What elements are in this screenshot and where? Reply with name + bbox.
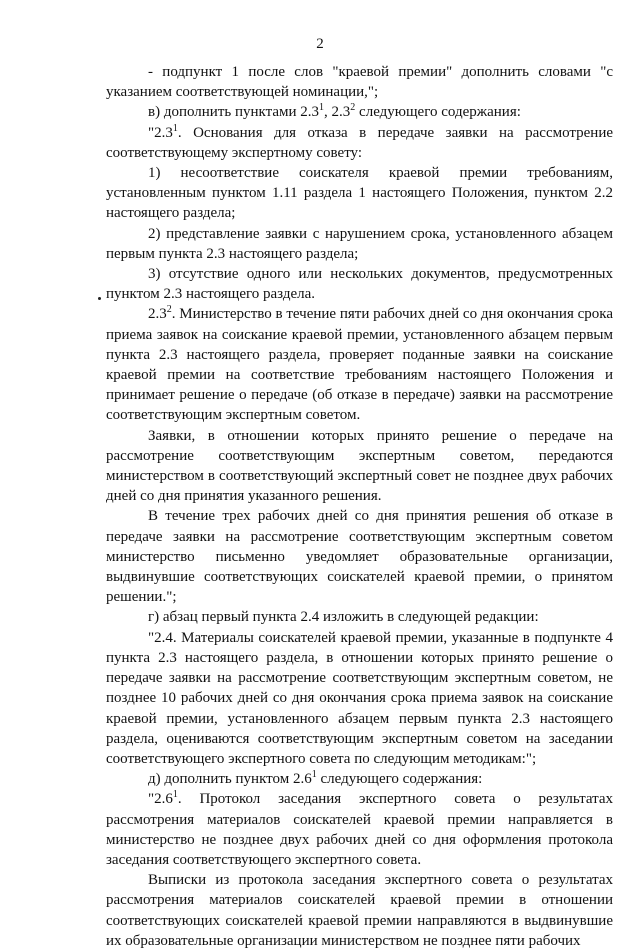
superscript-index: 2 [166, 304, 172, 316]
paragraph: В течение трех рабочих дней со дня принятия решения об отказе в передаче заявки на рассмотрение соответствующим экспертным советом министерство письменно уведомляет образовательные организации, выдвинувшие соответствующих соискателей краевой премии, о принятом решении."; [106, 508, 613, 606]
paragraph: $2.3^2$. Министерство в течение пяти рабочих дней со дня окончания срока приема заявок на соискание краевой премии, установленного абзацем первым пункта 2.3 настоящего раздела, проверяет поданные заявки на соискание краевой премии на соответствие требованиям настоящего Положения и принимает решение о передаче (об отказе в передаче) заявки на рассмотрение соответствующим экспертным советом. [106, 304, 613, 424]
paragraph: д) дополнить пунктом $2.6^1$ следующего содержания: [148, 769, 483, 788]
superscript-index: 1 [311, 769, 317, 781]
paragraph: "$2.3^1$. Основания для отказа в передаче заявки на рассмотрение соответствующему экспертному совету: [106, 122, 613, 161]
paragraph: Заявки, в отношении которых принято решение о передаче на рассмотрение соответствующим экспертным советом, передаются министерством в соответствующий экспертный совет не позднее двух рабочих дней со дня принятия указанного решения. [106, 427, 613, 505]
paragraph: 3) отсутствие одного или нескольких документов, предусмотренных пунктом 2.3 настоящего раздела. [106, 266, 613, 303]
paragraph: г) абзац первый пункта 2.4 изложить в следующей редакции: [148, 609, 539, 626]
superscript-index: 1 [172, 122, 178, 134]
superscript-index: 1 [319, 102, 325, 114]
page-number: 2 [316, 36, 324, 52]
paragraph: 1) несоответствие соискателя краевой премии требованиям, установленным пунктом 1.11 раздела 1 настоящего Положения, пунктом 2.2 настоящего раздела; [106, 165, 613, 222]
superscript-index: 1 [172, 789, 178, 801]
paragraph: "$2.6^1$. Протокол заседания экспертного совета о результатах рассмотрения материалов соискателей краевой премии направляется в министерство не позднее двух рабочих дней со дня оформления протокола заседания соответствующего экспертного совета. [106, 789, 613, 868]
paragraph: 2) представление заявки с нарушением срока, установленного абзацем первым пункта 2.3 настоящего раздела; [106, 225, 613, 262]
paragraph: Выписки из протокола заседания экспертного совета о результатах рассмотрения материалов соискателей краевой премии в отношении соответствующих соискателей краевой премии направляются в выдвинувшие их образовательные организации министерством не позднее пяти рабочих [106, 872, 613, 949]
scan-speck [98, 297, 101, 300]
paragraph: "2.4. Материалы соискателей краевой премии, указанные в подпункте 4 пункта 2.3 настоящего раздела, в отношении которых принято решение о передаче заявки на рассмотрение соответствующим экспертным советом, не позднее 10 рабочих дней со дня окончания срока приема заявок на соискание краевой премии, установленного абзацем первым пункта 2.3 настоящего раздела, оцениваются соответствующим экспертным советом на заседании соответствующего экспертного совета по следующим методикам:"; [106, 629, 613, 767]
document-body [106, 62, 613, 951]
paragraph: - подпункт 1 после слов "краевой премии" дополнить словами "с указанием соответствующей номинации,"; [106, 64, 613, 101]
paragraph: в) дополнить пунктами $2.3^1$, $2.3^2$ следующего содержания: [148, 102, 521, 121]
superscript-index: 2 [350, 102, 356, 114]
